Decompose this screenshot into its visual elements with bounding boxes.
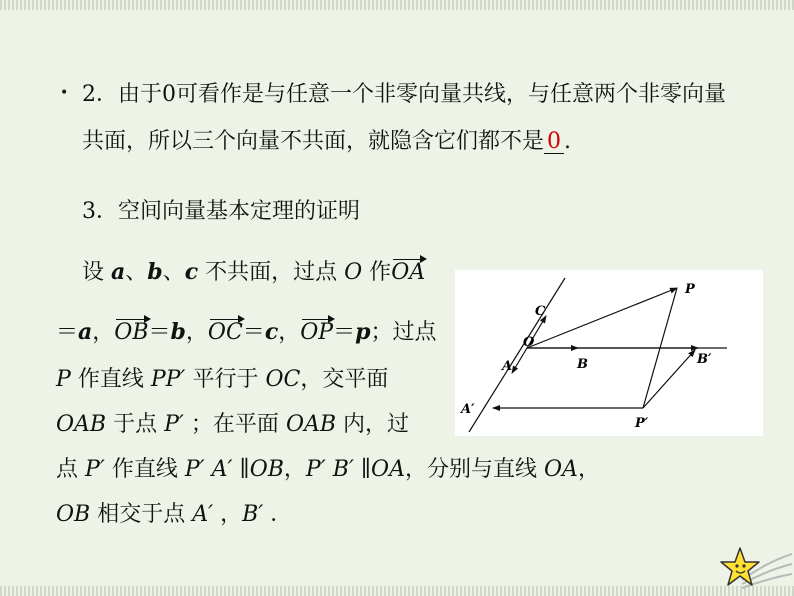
text: 作直线	[111, 457, 178, 482]
line-pa: P′ A′	[184, 457, 233, 482]
text: ，	[577, 457, 600, 482]
point-a-prime: A′	[192, 502, 214, 527]
var-c: c	[184, 259, 199, 285]
point-p-prime: P′	[85, 457, 105, 482]
parallel-symbol: ∥	[360, 457, 372, 482]
text: ＝	[242, 320, 265, 345]
var-c: c	[264, 319, 279, 345]
proof-line1	[82, 257, 425, 288]
text: ＝	[148, 320, 171, 345]
line-oa-oc	[469, 278, 565, 432]
bullet: •	[60, 85, 69, 101]
label-b: B	[577, 357, 588, 372]
text: ，	[283, 457, 306, 482]
label-p-prime: P′	[635, 416, 649, 431]
text: ；过点	[370, 320, 437, 345]
fill-blank-answer: 0	[544, 131, 564, 154]
top-border	[0, 0, 794, 10]
text: ，分别与直线	[404, 457, 537, 482]
line-oc: OC	[265, 367, 301, 392]
vector-oc: OC	[208, 318, 243, 348]
point-b-prime: B′	[242, 502, 264, 527]
item2-line2-prefix: 共面，所以三个向量不共面，就隐含它们都不是	[82, 129, 545, 154]
text: 不共面，过点	[205, 260, 338, 285]
var-b: b	[170, 319, 186, 345]
label-a-prime: A′	[461, 402, 475, 417]
line-ob: OB	[249, 457, 284, 482]
proof-line6	[56, 500, 292, 530]
label-b-prime: B′	[697, 352, 712, 367]
label-p: P	[685, 282, 695, 297]
line-oa: OA	[371, 457, 405, 482]
bottom-border	[0, 586, 794, 596]
text: ，	[220, 502, 243, 527]
vector-oa: OA	[391, 258, 425, 288]
text: 相交于点	[97, 502, 186, 527]
text: 、	[162, 260, 185, 285]
text: 于点	[113, 412, 158, 437]
proof-line3	[56, 365, 388, 395]
text: 作	[369, 260, 392, 285]
label-a: A	[502, 359, 513, 374]
text: ；在平面	[190, 412, 279, 437]
text: ，	[278, 320, 301, 345]
text: 平行于	[192, 367, 259, 392]
var-b: b	[147, 259, 163, 285]
vector-op: OP	[300, 318, 333, 348]
section-heading: 3．空间向量基本定理的证明	[82, 199, 360, 224]
parallel-symbol: ∥	[239, 457, 250, 482]
text: ，	[185, 320, 208, 345]
point-p: P	[56, 367, 71, 392]
text: ．	[270, 502, 293, 527]
line-pb: P′ B′	[305, 457, 354, 482]
label-o: O	[523, 335, 535, 350]
text: 、	[125, 260, 148, 285]
line-oa: OA	[544, 457, 578, 482]
text: 点	[56, 457, 79, 482]
var-p: p	[355, 319, 371, 345]
text: 作直线	[77, 367, 144, 392]
text: ，	[92, 320, 115, 345]
text: ＝	[56, 320, 79, 345]
vector-ob: OB	[114, 318, 148, 348]
plane-oab: OAB	[56, 412, 107, 437]
label-c: C	[535, 304, 546, 319]
line-pp: PP′	[150, 367, 186, 392]
point-o: O	[344, 260, 363, 285]
text: ＝	[333, 320, 356, 345]
proof-line4	[56, 410, 409, 440]
text: ，交平面	[300, 367, 389, 392]
item2-line2-suffix: .	[564, 129, 572, 154]
item2-line1: 2．由于0可看作是与任意一个非零向量共线，与任意两个非零向量	[82, 82, 726, 107]
star-decoration-icon	[712, 540, 792, 594]
proof-line5	[56, 455, 600, 485]
text: 设	[82, 260, 105, 285]
line-ob: OB	[56, 502, 91, 527]
var-a: a	[78, 319, 93, 345]
var-a: a	[111, 259, 126, 285]
plane-oab: OAB	[285, 412, 337, 437]
item2-line2	[82, 127, 571, 157]
figure-svg	[455, 270, 763, 436]
proof-line2	[56, 317, 437, 348]
point-p-prime: P′	[164, 412, 184, 437]
vector-op-arrow	[527, 288, 677, 348]
geometry-figure	[455, 270, 763, 436]
text: 内，过	[343, 412, 410, 437]
